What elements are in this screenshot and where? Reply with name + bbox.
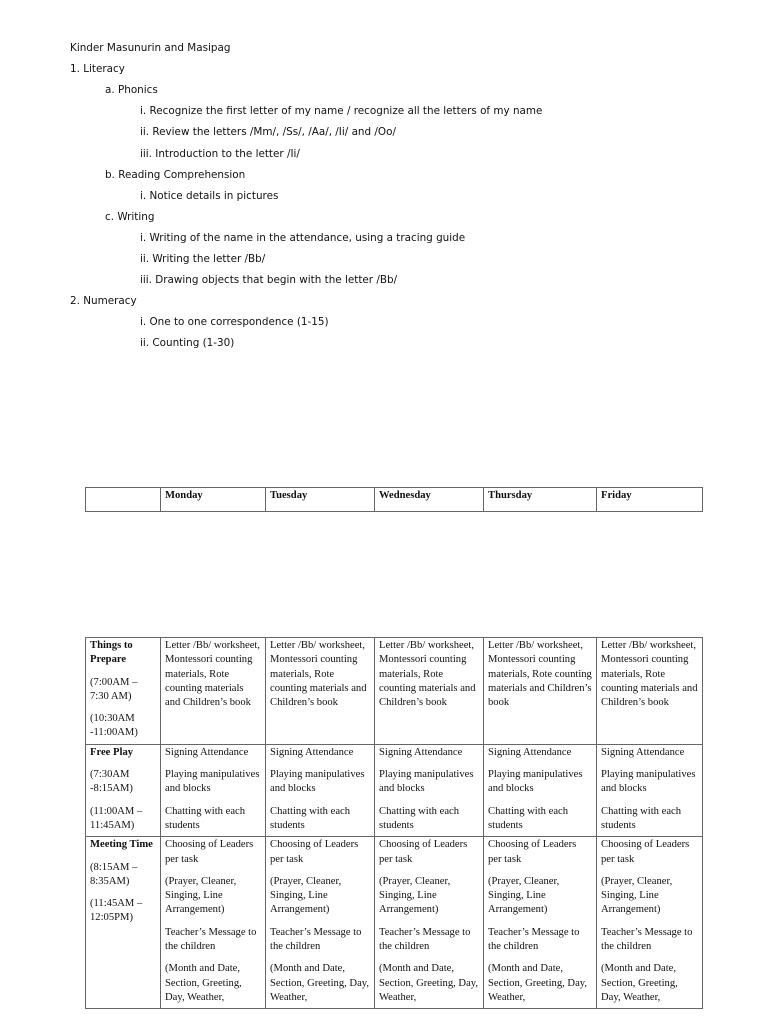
cell-text: (Prayer, Cleaner, Singing, Line Arrangement) [601,875,673,916]
outline-item: iii. Drawing objects that begin with the letter /Bb/ [140,274,398,287]
cell-text: (Month and Date, Section, Greeting, Day, Weather, [488,963,588,1003]
time-range: (11:45AM – 12:05PM) [90,898,143,924]
outline-item: c. Writing [105,210,155,223]
cell-text: (Prayer, Cleaner, Singing, Line Arrangement) [165,875,237,916]
schedule-cell [375,837,484,1009]
outline-item: 2. Numeracy [70,295,137,308]
cell-text: Choosing of Leaders per task [165,839,254,865]
cell-text: Choosing of Leaders per task [488,839,577,865]
time-range: (7:00AM – 7:30 AM) [90,676,138,702]
schedule-cell [266,744,375,836]
schedule-cell [375,744,484,836]
cell-text: Teacher’s Message to the children [165,926,257,953]
cell-text: Signing Attendance [379,746,463,758]
schedule-cell [266,837,375,1009]
header-thursday: Thursday [484,488,597,512]
cell-text: Letter /Bb/ worksheet, Montessori counting materials, Rote counting materials and Children’s book [165,640,261,709]
schedule-row-header [86,638,161,745]
outline-item: b. Reading Comprehension [105,168,246,181]
cell-text: Letter /Bb/ worksheet, Montessori counting materials, Rote counting materials and Children’s book [379,640,476,709]
cell-text: Playing manipulatives and blocks [379,769,474,795]
outline-item: 1. Literacy [70,63,125,76]
time-range: (7:30AM -8:15AM) [90,769,133,795]
cell-text: Signing Attendance [165,746,249,758]
schedule-cell [484,837,597,1009]
schedule-cell [161,638,266,745]
cell-text: Teacher’s Message to the children [601,926,693,953]
outline-item: a. Phonics [105,84,158,97]
cell-text: Choosing of Leaders per task [601,839,690,865]
header-wednesday: Wednesday [375,488,484,512]
schedule-row [86,638,703,745]
weekday-header-row [86,488,703,512]
cell-text: Playing manipulatives and blocks [601,769,696,795]
outline-item: ii. Writing the letter /Bb/ [140,253,266,265]
schedule-cell [597,638,703,745]
header-monday: Monday [161,488,266,512]
outline-item: ii. Review the letters /Mm/, /Ss/, /Aa/, /Ii/ and /Oo/ [140,126,396,139]
activity-label: Things to Prepare [90,640,133,666]
cell-text: (Prayer, Cleaner, Singing, Line Arrangement) [488,875,560,916]
schedule-table [85,637,703,1009]
schedule-cell [161,837,266,1009]
activity-label: Free Play [90,746,134,758]
cell-text: (Prayer, Cleaner, Singing, Line Arrangement) [379,875,451,916]
schedule-cell [597,837,703,1009]
cell-text: (Prayer, Cleaner, Singing, Line Arrangement) [270,875,342,916]
cell-text: (Month and Date, Section, Greeting, Day, Weather, [379,963,479,1003]
cell-text: Playing manipulatives and blocks [270,769,365,795]
activity-label: Meeting Time [90,839,153,851]
schedule-cell [375,638,484,745]
schedule-cell [484,744,597,836]
cell-text: Playing manipulatives and blocks [165,769,260,795]
schedule-row-header [86,744,161,836]
weekday-header-table [85,487,703,512]
schedule-cell [597,744,703,836]
cell-text: Chatting with each students [165,805,246,831]
time-range: (8:15AM – 8:35AM) [90,861,138,887]
schedule-row-header [86,837,161,1009]
cell-text: Letter /Bb/ worksheet, Montessori counting materials, Rote counting materials and Children’s book [488,640,592,709]
outline-item: i. Writing of the name in the attendance, using a tracing guide [140,231,466,244]
cell-text: Chatting with each students [488,805,569,831]
cell-text: (Month and Date, Section, Greeting, Day, Weather, [601,963,678,1003]
cell-text: Chatting with each students [601,805,682,831]
schedule-cell [484,638,597,745]
cell-text: Teacher’s Message to the children [270,926,362,953]
cell-text: (Month and Date, Section, Greeting, Day, Weather, [270,963,370,1003]
time-range: (11:00AM – 11:45AM) [90,805,143,831]
cell-text: Choosing of Leaders per task [270,839,359,865]
schedule-cell [161,744,266,836]
schedule-row [86,744,703,836]
cell-text: Signing Attendance [488,746,572,758]
cell-text: (Month and Date, Section, Greeting, Day, Weather, [165,963,242,1003]
time-range: (10:30AM -11:00AM) [90,713,138,739]
cell-text: Letter /Bb/ worksheet, Montessori counting materials, Rote counting materials and Children’s book [601,640,698,709]
outline-item: i. One to one correspondence (1-15) [140,316,329,329]
schedule-cell [266,638,375,745]
cell-text: Playing manipulatives and blocks [488,769,583,795]
cell-text: Teacher’s Message to the children [379,926,471,953]
header-friday: Friday [597,488,703,512]
cell-text: Signing Attendance [270,746,354,758]
header-blank-cell [86,488,161,512]
outline-item: iii. Introduction to the letter /Ii/ [140,147,300,160]
cell-text: Letter /Bb/ worksheet, Montessori counting materials, Rote counting materials and Children’s book [270,640,367,709]
document-title: Kinder Masunurin and Masipag [70,42,231,54]
cell-text: Choosing of Leaders per task [379,839,468,865]
cell-text: Signing Attendance [601,746,685,758]
cell-text: Teacher’s Message to the children [488,926,580,953]
outline-item: i. Recognize the first letter of my name / recognize all the letters of my name [140,105,543,118]
cell-text: Chatting with each students [270,805,351,831]
schedule-row [86,837,703,1009]
outline-item: i. Notice details in pictures [140,189,279,202]
header-tuesday: Tuesday [266,488,375,512]
cell-text: Chatting with each students [379,805,460,831]
outline-item: ii. Counting (1-30) [140,337,235,350]
